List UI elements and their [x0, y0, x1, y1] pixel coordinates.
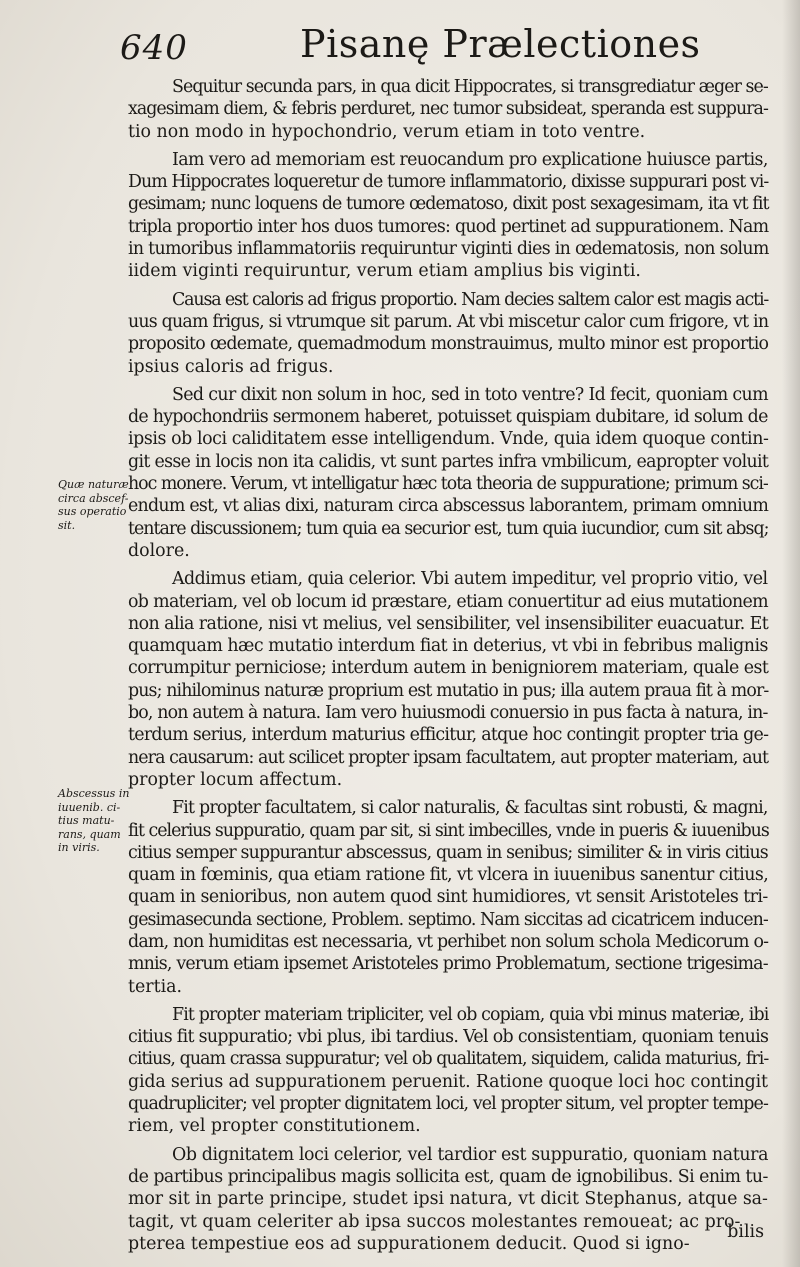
text-line: Addimus etiam, quia celerior. Vbi autem impeditur, vel proprio vitio, vel [172, 569, 768, 590]
text-line: dam, non humiditas est necessaria, vt perhibet non solum schola Medicorum o- [128, 931, 769, 952]
text-line: ob materiam, vel ob locum id præstare, etiam conuertitur ad eius mutationem [128, 591, 768, 612]
text-line: tripla proportio inter hos duos tumores: quod pertinet ad suppurationem. Nam [128, 216, 769, 237]
text-line: riem, vel propter constitutionem. [128, 1116, 421, 1137]
text-line: gesimam; nunc loquens de tumore œdematoso, dixit post sexagesimam, ita vt fit [128, 194, 769, 215]
marginal-note-1 [58, 478, 136, 532]
catchword: bilis [727, 1222, 764, 1242]
paragraph-7 [128, 1004, 768, 1138]
page-number: 640 [120, 28, 188, 68]
text-line: tio non modo in hypochondrio, verum etiam in toto ventre. [128, 121, 646, 142]
marginal-line: Quæ naturæ [58, 478, 129, 491]
marginal-line: rans, quam [58, 827, 121, 841]
text-line: endum est, vt alias dixi, naturam circa abscessus laborantem, primam omnium [128, 496, 769, 517]
paragraph-2 [128, 149, 768, 283]
text-line: Causa est caloris ad frigus proportio. Nam decies saltem calor est magis acti- [172, 289, 769, 310]
text-line: ipsius caloris ad frigus. [128, 356, 334, 377]
text-line: citius, quam crassa suppuratur; vel ob qualitatem, siquidem, calida maturius, fri- [128, 1049, 769, 1070]
text-line: xagesimam diem, & febris perduret, nec tumor subsideat, speranda est suppura- [128, 99, 768, 120]
paragraph-6 [128, 797, 768, 998]
paragraph-1 [128, 76, 768, 143]
text-line: dolore. [128, 540, 190, 561]
text-line: nera causarum: aut scilicet propter ipsam facultatem, aut propter materiam, aut [128, 747, 769, 768]
text-line: tentare discussionem; tum quia ea securior est, tum quia iucundior, cum sit absq; [128, 518, 769, 539]
text-line: quam in fœminis, qua etiam ratione fit, vt vlcera in iuuenibus sanentur citius, [128, 865, 769, 886]
text-line: mor sit in parte principe, studet ipsi natura, vt dicit Stephanus, atque sa- [128, 1189, 768, 1210]
text-line: quadrupliciter; vel propter dignitatem loci, vel propter situm, vel propter tempe- [128, 1094, 768, 1115]
paragraph-4 [128, 384, 768, 562]
paragraph-8 [128, 1144, 768, 1255]
text-line: Fit propter materiam tripliciter, vel ob copiam, quia vbi minus materiæ, ibi [172, 1004, 769, 1025]
text-line: Iam vero ad memoriam est reuocandum pro explicatione huiusce partis, [172, 149, 768, 170]
marginal-line: in viris. [58, 841, 100, 854]
text-line: uus quam frigus, si vtrumque sit parum. At vbi miscetur calor cum frigore, vt in [128, 311, 769, 332]
text-line: propter locum affectum. [128, 769, 343, 790]
text-line: citius semper suppurantur abscessus, quam in senibus; similiter & in viris citius [128, 842, 768, 863]
marginal-line: sus operatio [58, 505, 127, 518]
text-line: hoc monere. Verum, vt intelligatur hæc tota theoria de suppuratione; primum sci- [128, 474, 768, 495]
text-line: Sequitur secunda pars, in qua dicit Hippocrates, si transgrediatur æger se- [172, 77, 768, 97]
marginal-line: tius matu- [58, 814, 115, 827]
paragraph-5 [128, 568, 768, 791]
text-line: bo, non autem à natura. Iam vero huiusmodi conuersio in pus facta à natura, in- [128, 703, 768, 724]
text-line: Dum Hippocrates loqueretur de tumore inflammatorio, dixisse suppurari post vi- [128, 172, 769, 193]
text-line: gesimasecunda sectione, Problem. septimo. Nam siccitas ad cicatricem inducen- [128, 909, 768, 930]
text-line: terdum serius, interdum maturius efficitur, atque hoc contingit propter tria ge- [128, 725, 769, 746]
text-line: iidem viginti requiruntur, verum etiam amplius bis viginti. [128, 261, 641, 282]
text-line: git esse in locis non ita calidis, vt sunt partes infra vmbilicum, eapropter voluit [128, 451, 769, 472]
text-line: quam in senioribus, non autem quod sint humidiores, vt sensit Aristoteles tri- [128, 887, 768, 908]
text-line: citius fit suppuratio; vbi plus, ibi tardius. Vel ob consistentiam, quoniam tenuis [128, 1027, 769, 1048]
text-line: Ob dignitatem loci celerior, vel tardior est suppuratio, quoniam natura [172, 1144, 769, 1165]
text-line: in tumoribus inflammatoriis requiruntur viginti dies in œdematosis, non solum [128, 239, 769, 260]
body-text [128, 76, 768, 1261]
text-line: tertia. [128, 976, 183, 997]
marginal-line: Abscessus in [58, 787, 130, 800]
marginal-note-2 [58, 787, 136, 855]
text-line: fit celerius suppuratio, quam par sit, si sint imbecilles, vnde in pueris & iuuenibus [128, 820, 769, 841]
marginal-line: circa abscef- [58, 491, 129, 505]
text-line: ipsis ob loci caliditatem esse intelligendum. Vnde, quia idem quoque contin- [128, 429, 769, 450]
text-line: Sed cur dixit non solum in hoc, sed in toto ventre? Id fecit, quoniam cum [172, 384, 768, 405]
text-line: de partibus principalibus magis sollicita est, quam de ignobilibus. Si enim tu- [128, 1166, 768, 1187]
text-line: pus; nihilominus naturæ proprium est mutatio in pus; illa autem praua fit à mor- [128, 680, 769, 701]
text-line: gida serius ad suppurationem peruenit. Ratione quoque loci hoc contingit [128, 1071, 768, 1092]
text-line: pterea tempestiue eos ad suppurationem deducit. Quod si igno- [128, 1233, 690, 1254]
running-head: Pisanę Prælectiones [300, 22, 701, 66]
text-line: proposito œdemate, quemadmodum monstrauimus, multo minor est proportio [128, 334, 769, 355]
marginal-line: sit. [58, 518, 76, 532]
text-line: tagit, vt quam celeriter ab ipsa succos molestantes remoueat; ac pro- [128, 1211, 741, 1232]
text-line: corrumpitur perniciose; interdum autem in benigniorem materiam, quale est [128, 658, 769, 679]
page-edge-shadow [782, 0, 800, 1267]
text-line: non alia ratione, nisi vt melius, vel sensibiliter, vel insensibiliter euacuatur. Et [128, 613, 769, 634]
marginal-line: iuuenib. ci- [58, 800, 121, 814]
paragraph-3 [128, 289, 768, 378]
text-line: de hypochondriis sermonem haberet, potuisset quispiam dubitare, id solum de [128, 407, 768, 428]
text-line: Fit propter facultatem, si calor naturalis, & facultas sint robusti, & magni, [172, 798, 768, 819]
text-line: mnis, verum etiam ipsemet Aristoteles primo Problematum, sectione trigesima- [128, 954, 768, 975]
text-line: quamquam hæc mutatio interdum fiat in deterius, vt vbi in febribus malignis [128, 636, 768, 657]
